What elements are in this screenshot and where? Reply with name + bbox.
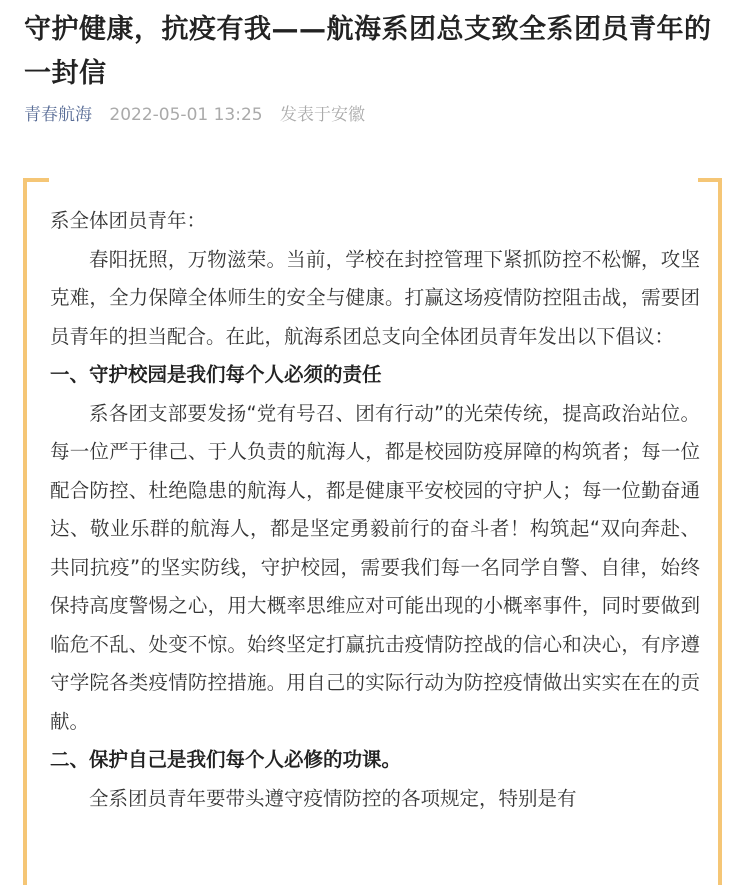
decorative-frame-right <box>698 178 722 885</box>
publish-location: 发表于安徽 <box>280 105 366 125</box>
greeting: 系全体团员青年： <box>50 209 207 232</box>
article-meta <box>24 100 365 130</box>
author-link[interactable]: 青春航海 <box>24 105 92 125</box>
letter-body <box>50 202 700 818</box>
paragraph: 春阳抚照，万物滋荣。当前，学校在封控管理下紧抓防控不松懈，攻坚克难，全力保障全体师生的安全与健康。打赢这场疫情防控阻击战，需要团员青年的担当配合。在此，航海系团总支向全体团员青年发出以下倡议： <box>50 247 700 348</box>
decorative-frame-left <box>23 178 49 885</box>
section-heading: 二、保护自己是我们每个人必修的功课。 <box>50 748 402 771</box>
paragraph: 系各团支部要发扬“党有号召、团有行动”的光荣传统，提高政治站位。每一位严于律己、于人负责的航海人，都是校园防疫屏障的构筑者；每一位配合防控、杜绝隐患的航海人，都是健康平安校园的守护人；每一位勤奋通达、敬业乐群的航海人，都是坚定勇毅前行的奋斗者！构筑起“双向奔赴、共同抗疫”的坚实防线，守护校园，需要我们每一名同学自警、自律，始终保持高度警惕之心，用大概率思维应对可能出现的小概率事件，同时要做到临危不乱、处变不惊。始终坚定打赢抗击疫情防控战的信心和决心，有序遵守学院各类疫情防控措施。用自己的实际行动为防控疫情做出实实在在的贡献。 <box>50 401 700 733</box>
article-title: 守护健康，抗疫有我——航海系团总支致全系团员青年的一封信 <box>24 14 712 89</box>
paragraph: 全系团员青年要带头遵守疫情防控的各项规定，特别是有 <box>89 786 577 810</box>
publish-date: 2022-05-01 13:25 <box>109 105 263 125</box>
section-heading: 一、守护校园是我们每个人必须的责任 <box>50 363 382 386</box>
